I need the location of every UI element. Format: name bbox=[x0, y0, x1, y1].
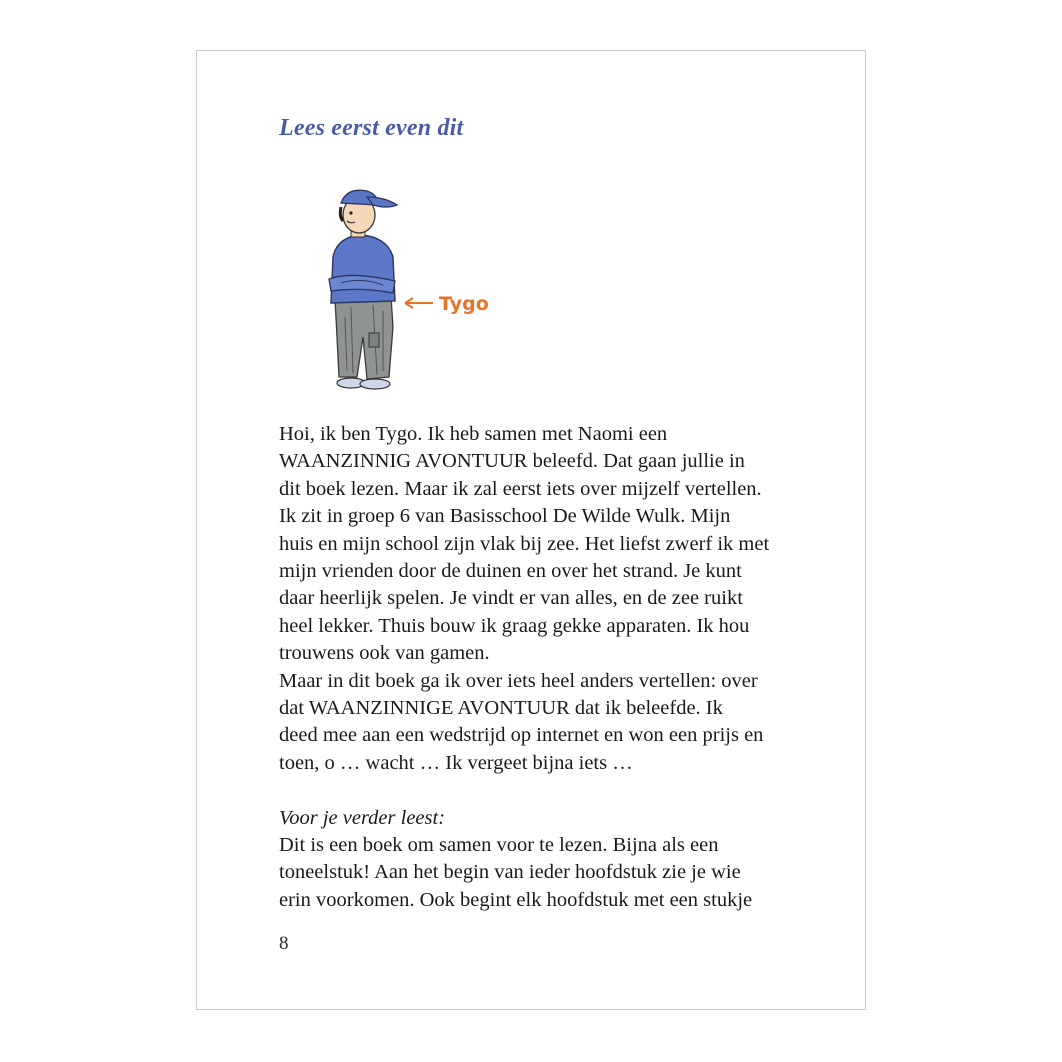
text-line: dat WAANZINNIGE AVONTUUR dat ik beleefde. Ik bbox=[279, 697, 723, 720]
text-line: daar heerlijk spelen. Je vindt er van alles, en de zee ruikt bbox=[279, 587, 743, 610]
text-line: Hoi, ik ben Tygo. Ik heb samen met Naomi een bbox=[279, 423, 668, 445]
page-number: 8 bbox=[279, 933, 289, 954]
text-line: deed mee aan een wedstrijd op internet en won een prijs en bbox=[279, 724, 764, 747]
text-line: toen, o … wacht … Ik vergeet bijna iets … bbox=[279, 751, 633, 774]
text-line: Maar in dit boek ga ik over iets heel anders vertellen: over bbox=[279, 669, 758, 692]
text-line: mijn vrienden door de duinen en over het strand. Je kunt bbox=[279, 560, 742, 583]
text-line: heel lekker. Thuis bouw ik graag gekke apparaten. Ik hou bbox=[279, 614, 750, 637]
text-line: erin voorkomen. Ook begint elk hoofdstuk met een stukje bbox=[279, 888, 753, 911]
book-page bbox=[196, 50, 866, 1010]
paragraph-gap bbox=[279, 777, 799, 804]
text-line: toneelstuk! Aan het begin van ieder hoofdstuk zie je wie bbox=[279, 861, 741, 884]
body-text bbox=[279, 421, 799, 914]
tygo-illustration bbox=[321, 187, 521, 397]
text-line: Ik zit in groep 6 van Basisschool De Wilde Wulk. Mijn bbox=[279, 505, 731, 528]
note-heading: Voor je verder leest: bbox=[279, 806, 446, 829]
text-line: WAANZINNIG AVONTUUR beleefd. Dat gaan jullie in bbox=[279, 450, 745, 473]
text-line: dit boek lezen. Maar ik zal eerst iets over mijzelf vertellen. bbox=[279, 477, 762, 500]
text-line: huis en mijn school zijn vlak bij zee. Het liefst zwerf ik met bbox=[279, 532, 770, 555]
text-line: Dit is een boek om samen voor te lezen. Bijna als een bbox=[279, 834, 719, 857]
tygo-label: Tygo bbox=[439, 293, 489, 315]
page-heading: Lees eerst even dit bbox=[279, 115, 464, 141]
text-line: trouwens ook van gamen. bbox=[279, 642, 490, 665]
